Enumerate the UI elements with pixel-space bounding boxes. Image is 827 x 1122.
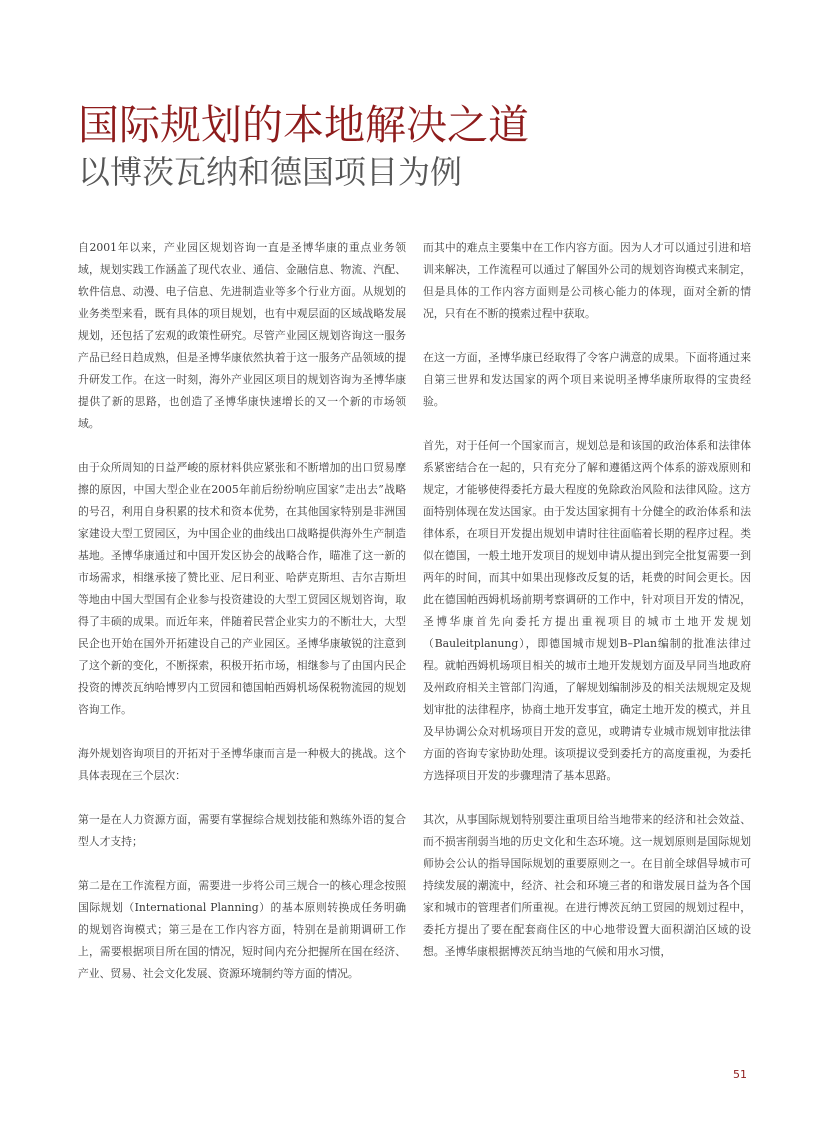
paragraph: 自2001年以来，产业园区规划咨询一直是圣博华康的重点业务领域，规划实践工作涵盖了现代农业、通信、金融信息、物流、汽配、软件信息、动漫、电子信息、先进制造业等多个行业方面。从规划的业务类型来看，既有具体的项目规划，也有中观层面的区域战略发展规划，还包括了宏观的政策性研究。尽管产业园区规划咨询这一服务产品已经日趋成熟，但是圣博华康依然执着于这一服务产品领域的提升研发工作。在这一时刻，海外产业园区项目的规划咨询为圣博华康提供了新的思路，也创造了圣博华康快速增长的又一个新的市场领域。 <box>78 241 406 430</box>
paragraph: 其次，从事国际规划特别要注重项目给当地带来的经济和社会效益、而不损害削弱当地的历史文化和生态环境。这一规划原则是国际规划师协会公认的指导国际规划的重要原则之一。在目前全球倡导城市可持续发展的潮流中，经济、社会和环境三者的和谐发展日益为各个国家和城市的管理者们所重视。在进行博茨瓦纳工贸园的规划过程中，委托方提出了要在配套商住区的中心地带设置大面积湖泊区域的设想。圣博华康根据博茨瓦纳当地的气候和用水习惯， <box>423 813 751 958</box>
paragraph: 首先，对于任何一个国家而言，规划总是和该国的政治体系和法律体系紧密结合在一起的，只有充分了解和遵循这两个体系的游戏原则和规定，才能够使得委托方最大程度的免除政治风险和法律风险。这方面特别体现在发达国家。由于发达国家拥有十分健全的政治体系和法律体系，在项目开发提出规划申请时往往面临着长期的程序过程。类似在德国，一般土地开发项目的规划申请从提出到完全批复需要一到两年的时间，而其中如果出现修改反复的话，耗费的时间会更长。因此在德国帕西姆机场前期考察调研的工作中，针对项目开发的情况，圣博华康首先向委托方提出重视项目的城市土地开发规划（Bauleitplanung），即德国城市规划B–Plan编制的批准法律过程。就帕西姆机场项目相关的城市土地开发规划方面及早同当地政府及州政府相关主管部门沟通，了解规划编制涉及的相关法规规定及规划审批的法律程序，协商土地开发事宜，确定土地开发的模式，并且及早协调公众对机场项目开发的意见，或聘请专业城市规划审批法律方面的咨询专家协助处理。该项提议受到委托方的高度重视，为委托方选择项目开发的步骤理清了基本思路。 <box>423 439 751 782</box>
paragraph: 在这一方面，圣博华康已经取得了令客户满意的成果。下面将通过来自第三世界和发达国家的两个项目来说明圣博华康所取得的宝贵经验。 <box>423 351 751 408</box>
paragraph: 由于众所周知的日益严峻的原材料供应紧张和不断增加的出口贸易摩擦的原因，中国大型企业在2005年前后纷纷响应国家“走出去”战略的号召，利用自身积累的技术和资本优势，在其他国家特别是非洲国家建设大型工贸园区，为中国企业的曲线出口战略提供海外生产制造基地。圣博华康通过和中国开发区协会的战略合作，瞄准了这一新的市场需求，相继承接了赞比亚、尼日利亚、哈萨克斯坦、吉尔吉斯坦等地由中国大型国有企业参与投资建设的大型工贸园区规划咨询，取得了丰硕的成果。而近年来，伴随着民营企业实力的不断壮大，大型民企也开始在国外开拓建设自己的产业园区。圣博华康敏锐的注意到了这个新的变化，不断探索，积极开拓市场，相继参与了由国内民企投资的博茨瓦纳哈博罗内工贸园和德国帕西姆机场保税物流园的规划咨询工作。 <box>78 461 406 716</box>
paragraph: 而其中的难点主要集中在工作内容方面。因为人才可以通过引进和培训来解决，工作流程可以通过了解国外公司的规划咨询模式来制定，但是具体的工作内容方面则是公司核心能力的体现，面对全新的情况，只有在不断的摸索过程中获取。 <box>423 241 751 320</box>
page-subtitle: 以博茨瓦纳和德国项目为例 <box>78 153 463 191</box>
page-number: 51 <box>733 1068 747 1081</box>
paragraph: 第一是在人力资源方面，需要有掌握综合规划技能和熟练外语的复合型人才支持； <box>78 813 406 848</box>
right-text-column <box>423 237 751 985</box>
page-title: 国际规划的本地解决之道 <box>78 101 529 149</box>
paragraph: 第二是在工作流程方面，需要进一步将公司三规合一的核心理念按照国际规划（International Planning）的基本原则转换成任务明确的规划咨询模式；第三是在工作内容方面，特别在是前期调研工作上，需要根据项目所在国的情况，短时间内充分把握所在国在经济、产业、贸易、社会文化发展、资源环境制约等方面的情况。 <box>78 879 406 980</box>
left-text-column <box>78 237 406 1007</box>
paragraph: 海外规划咨询项目的开拓对于圣博华康而言是一种极大的挑战。这个具体表现在三个层次： <box>78 747 406 782</box>
